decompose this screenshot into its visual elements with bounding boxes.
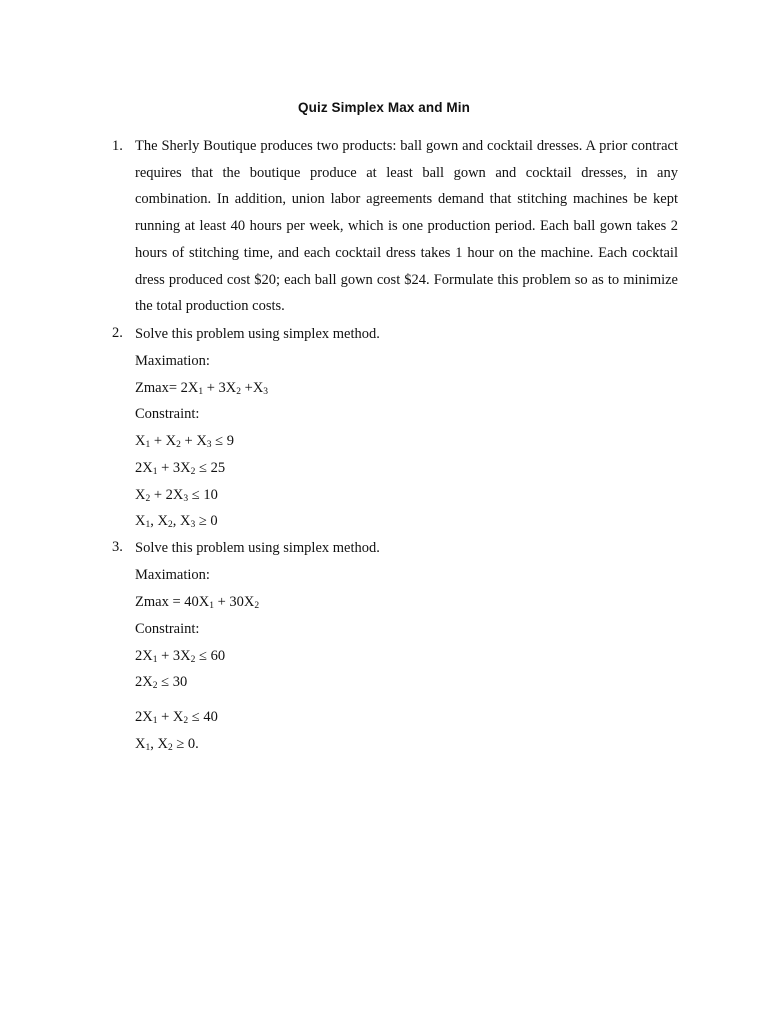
page-title: Quiz Simplex Max and Min bbox=[298, 100, 470, 115]
q2-constraint-label: Constraint: bbox=[135, 406, 200, 422]
q3-intro: Solve this problem using simplex method. bbox=[135, 540, 380, 556]
q2-number: 2. bbox=[112, 325, 123, 341]
q3-number: 3. bbox=[112, 539, 123, 555]
q3-nonnegativity: $X_1$, $X_2 \ge 0$. bbox=[135, 736, 199, 753]
q2-objective: $Zmax= 2X_1 + 3X_2 +X_3$ bbox=[135, 380, 269, 397]
q1-text: The Sherly Boutique produces two products: ball gown and cocktail dresses. A prior contract requires that the boutique produce at least ball gown and cocktail dresses, in any combination. In addition, union labor agreements demand that stitching machines be kept running at least 40 hours per week, which is one production period. Each ball gown takes 2 hours of stitching time, and each cocktail dress takes 1 hour on the machine. Each cocktail dress produced cost $20; each ball gown cost $24. Formulate this problem so as to minimize the total production costs. bbox=[135, 138, 678, 315]
q2-constraint-1: $X_1 + X_2 + X_3 \le 9$ bbox=[135, 433, 235, 450]
q2-intro: Solve this problem using simplex method. bbox=[135, 326, 380, 342]
q3-objective: $Zmax = 40X_1 + 30X_2$ bbox=[135, 594, 260, 611]
q2-constraint-2: $2X_1 + 3X_2 \le 25$ bbox=[135, 460, 226, 477]
q2-nonnegativity: $X_1$, $X_2$, $X_3 \ge 0$ bbox=[135, 513, 218, 530]
q3-maximation-label: Maximation: bbox=[135, 567, 210, 583]
q3-constraint-1: $2X_1 + 3X_2 \le 60$ bbox=[135, 648, 226, 665]
q3-constraint-3: $2X_1 + X_2 \le 40$ bbox=[135, 709, 218, 726]
q2-maximation-label: Maximation: bbox=[135, 353, 210, 369]
q3-constraint-label: Constraint: bbox=[135, 621, 200, 637]
q1-number: 1. bbox=[112, 138, 123, 154]
q2-constraint-3: $X_2 + 2X_3 \le 10$ bbox=[135, 487, 218, 504]
q3-constraint-2: $2X_2 \le 30$ bbox=[135, 674, 188, 691]
